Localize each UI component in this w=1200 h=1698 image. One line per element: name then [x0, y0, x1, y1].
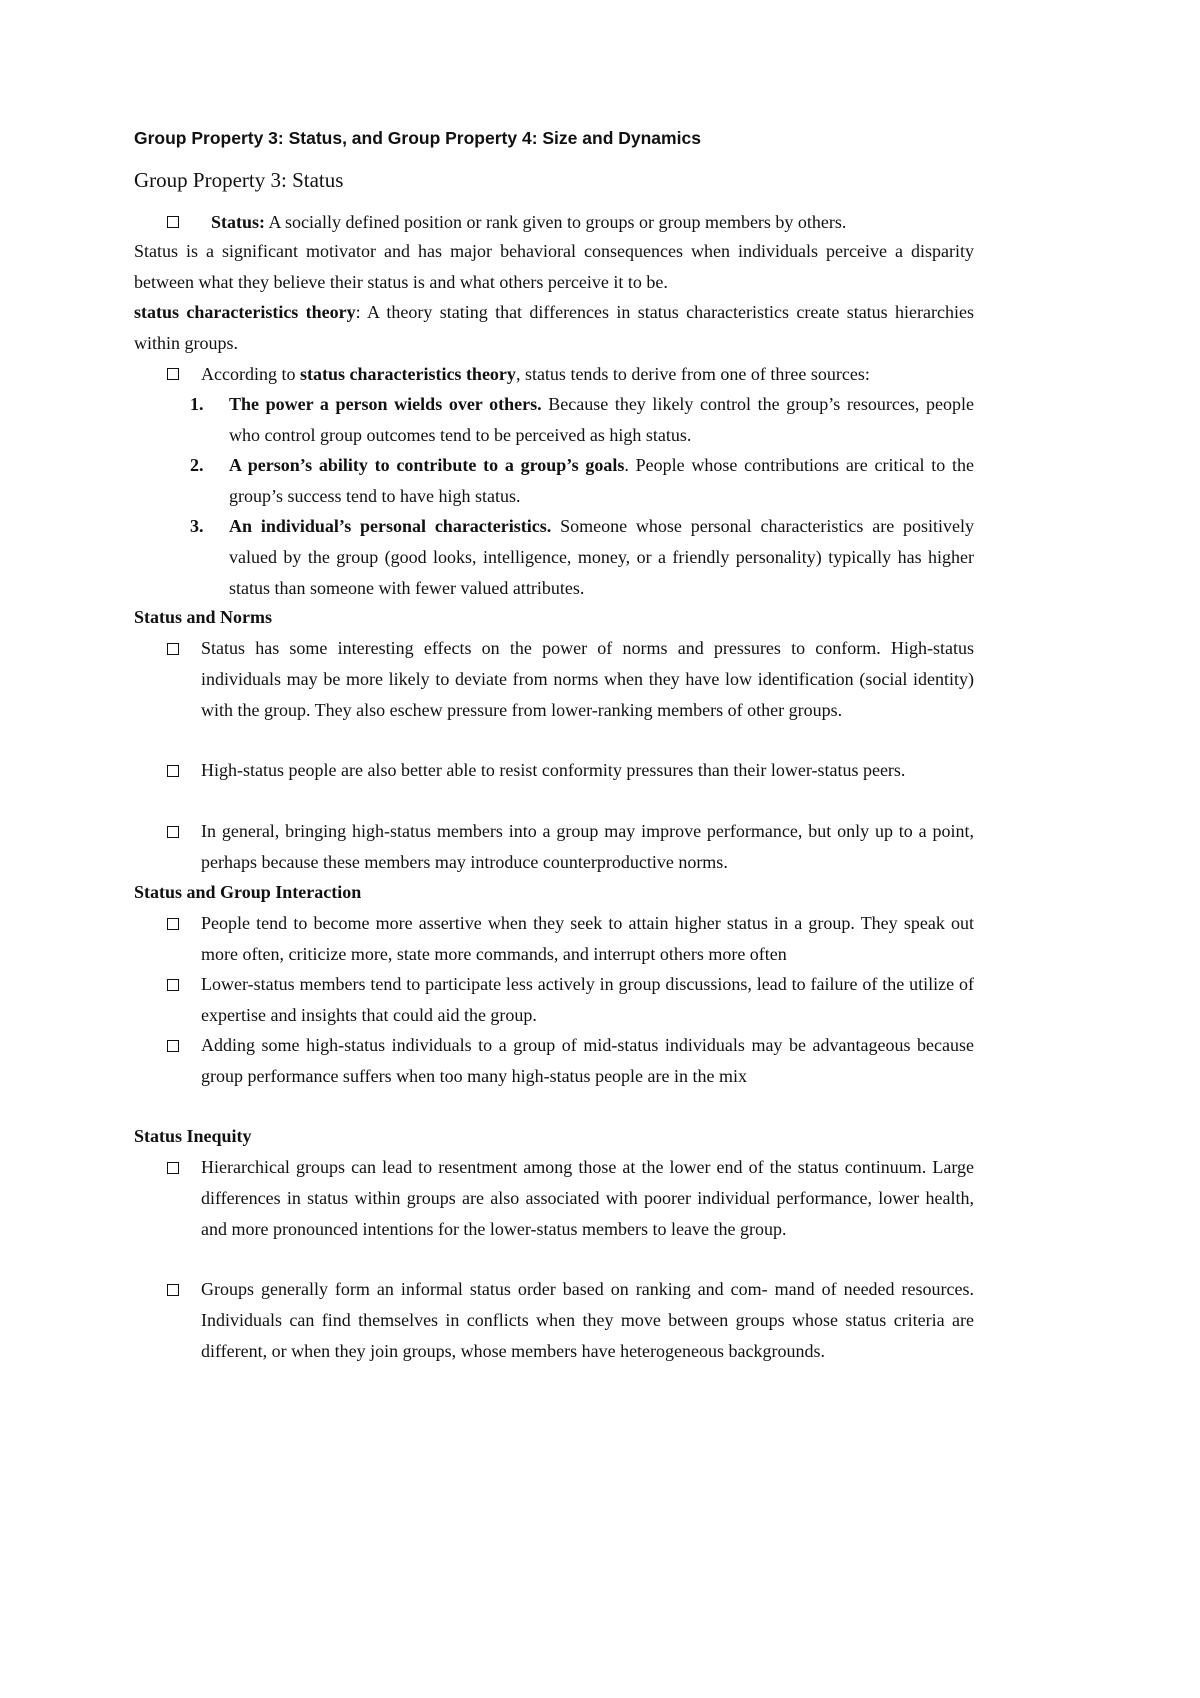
norms-item-2: High-status people are also better able to resist conformity pressures than their lower-status peers. — [201, 760, 906, 780]
norms-item-1: Status has some interesting effects on the power of norms and pressures to conform. High-status individuals may be more likely to deviate from norms when they have low identification (social identity) with the group. They also eschew pressure from lower-ranking members of other groups. — [201, 638, 974, 720]
source-lead: The power a person wields over others. — [229, 394, 542, 414]
norms-item-3: In general, bringing high-status members into a group may improve performance, but only up to a point, perhaps because these members may introduce counterproductive norms. — [201, 821, 974, 872]
subheading-status-inequity: Status Inequity — [134, 1126, 252, 1146]
source-item-2 — [229, 450, 974, 512]
according-line — [201, 363, 870, 385]
source-text: . People whose contributions are critical to the group’s success tend to have high status. — [229, 455, 974, 506]
source-item-3 — [229, 511, 974, 604]
source-text: Because they likely control the group’s resources, people who control group outcomes tend to be perceived as high status. — [229, 394, 974, 445]
checkbox-bullet-icon — [167, 979, 179, 991]
sct-definition — [134, 297, 974, 359]
inequity-item-2: Groups generally form an informal status order based on ranking and com- mand of needed resources. Individuals can find themselves in conflicts when they move between groups whose status criteria are different, or when they join groups, whose members have heterogeneous backgrounds. — [201, 1279, 974, 1361]
status-definition-text: A socially defined position or rank given to groups or group members by others. — [265, 212, 847, 232]
according-post: , status tends to derive from one of three sources: — [515, 364, 870, 384]
according-term: status characteristics theory — [299, 364, 516, 384]
interaction-item-3: Adding some high-status individuals to a group of mid-status individuals may be advantageous because group performance suffers when too many high-status people are in the mix — [201, 1035, 974, 1086]
checkbox-bullet-icon — [167, 1284, 179, 1296]
checkbox-bullet-icon — [167, 1162, 179, 1174]
sct-term: status characteristics theory — [134, 302, 356, 322]
checkbox-bullet-icon — [167, 643, 179, 655]
section-heading: Group Property 3: Status — [134, 168, 344, 192]
list-number: 2. — [190, 455, 204, 475]
checkbox-bullet-icon — [167, 368, 179, 380]
list-number: 3. — [190, 516, 204, 536]
sct-definition-text: : A theory stating that differences in status characteristics create status hierarchies within groups. — [134, 302, 974, 353]
subheading-group-interaction: Status and Group Interaction — [134, 882, 362, 902]
checkbox-bullet-icon — [167, 826, 179, 838]
source-text: Someone whose personal characteristics are positively valued by the group (good looks, intelligence, money, or a friendly personality) typically has higher status than someone with fewer valued attributes. — [229, 516, 975, 598]
list-number: 1. — [190, 394, 204, 414]
according-pre: According to — [201, 364, 300, 384]
checkbox-bullet-icon — [167, 216, 179, 228]
subheading-status-norms: Status and Norms — [134, 607, 273, 627]
interaction-item-1: People tend to become more assertive when they seek to attain higher status in a group. They speak out more often, criticize more, state more commands, and interrupt others more often — [201, 913, 974, 964]
source-lead: A person’s ability to contribute to a group’s goals — [229, 455, 625, 475]
checkbox-bullet-icon — [167, 1040, 179, 1052]
checkbox-bullet-icon — [167, 765, 179, 777]
status-definition — [211, 211, 846, 233]
document-title: Group Property 3: Status, and Group Property 4: Size and Dynamics — [134, 128, 701, 148]
checkbox-bullet-icon — [167, 918, 179, 930]
source-lead: An individual’s personal characteristics. — [229, 516, 552, 536]
status-term: Status: — [211, 212, 266, 232]
source-item-1 — [229, 389, 974, 451]
interaction-item-2: Lower-status members tend to participate less actively in group discussions, lead to failure of the utilize of expertise and insights that could aid the group. — [201, 974, 974, 1025]
inequity-item-1: Hierarchical groups can lead to resentment among those at the lower end of the status continuum. Large differences in status within groups are also associated with poorer individual performance, lower health, and more pronounced intentions for the lower-status members to leave the group. — [201, 1157, 974, 1239]
status-paragraph: Status is a significant motivator and has major behavioral consequences when individuals perceive a disparity between what they believe their status is and what others perceive it to be. — [134, 241, 974, 292]
